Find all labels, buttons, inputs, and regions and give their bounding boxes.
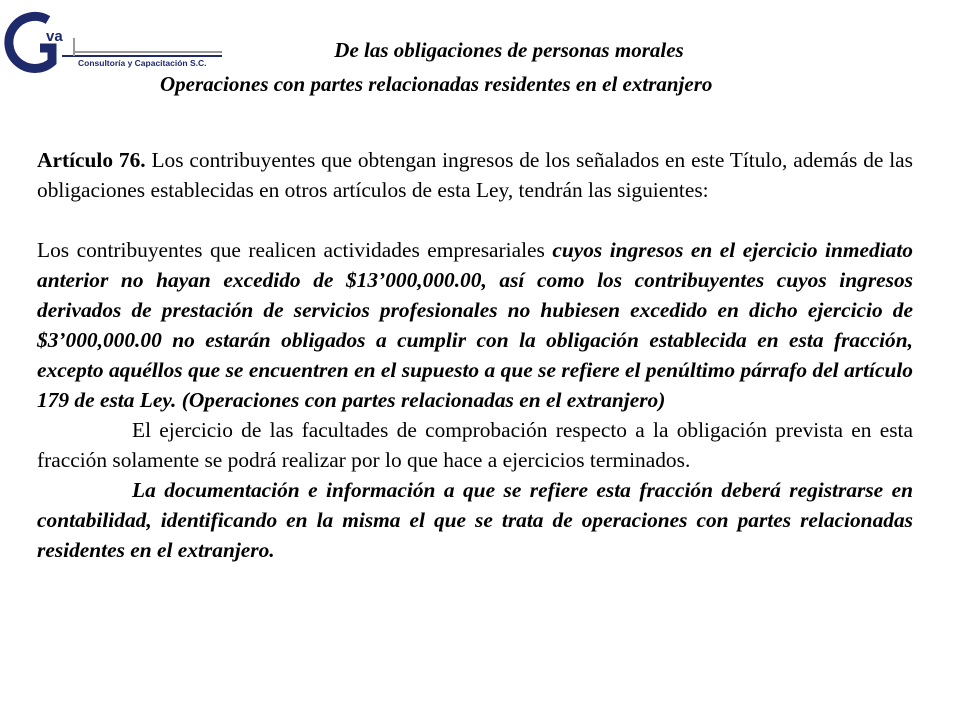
article-label: Artículo 76. xyxy=(37,148,146,172)
verification-paragraph: El ejercicio de las facultades de comprobación respecto a la obligación prevista en esta fracción solamente se podrá realizar por lo que hace a ejercicios terminados. xyxy=(37,418,913,472)
page-subtitle: Operaciones con partes relacionadas residentes en el extranjero xyxy=(160,72,713,96)
page-title: De las obligaciones de personas morales xyxy=(334,38,684,62)
article-body xyxy=(37,145,913,565)
article-intro-paragraph xyxy=(37,145,913,205)
logo-subtitle: Consultoría y Capacitación S.C. xyxy=(78,58,207,68)
exemption-paragraph xyxy=(37,235,913,415)
exemption-emphasis: cuyos ingresos en el ejercicio inmediato anterior no hayan excedido de $13’000,000.00, así como los contribuyentes cuyos ingresos derivados de prestación de servicios profesionales no hubiesen excedido en dicho ejercicio de $3’000,000.00 no estarán obligados a cumplir con la obligación establecida en esta fracción, excepto aquéllos que se encuentren en el supuesto a que se refiere el penúltimo párrafo del artículo 179 de esta Ley. (Operaciones con partes relacionadas en el extranjero) xyxy=(37,238,913,412)
exemption-lead: Los contribuyentes que realicen actividades empresariales xyxy=(37,238,553,262)
article-intro: Los contribuyentes que obtengan ingresos de los señalados en este Título, además de las obligaciones establecidas en otros artículos de esta Ley, tendrán las siguientes: xyxy=(37,148,914,202)
logo-va-text: va xyxy=(46,28,63,45)
documentation-paragraph: La documentación e información a que se refiere esta fracción deberá registrarse en contabilidad, identificando en la misma el que se trata de operaciones con partes relacionadas residentes en el extranjero. xyxy=(37,478,913,562)
